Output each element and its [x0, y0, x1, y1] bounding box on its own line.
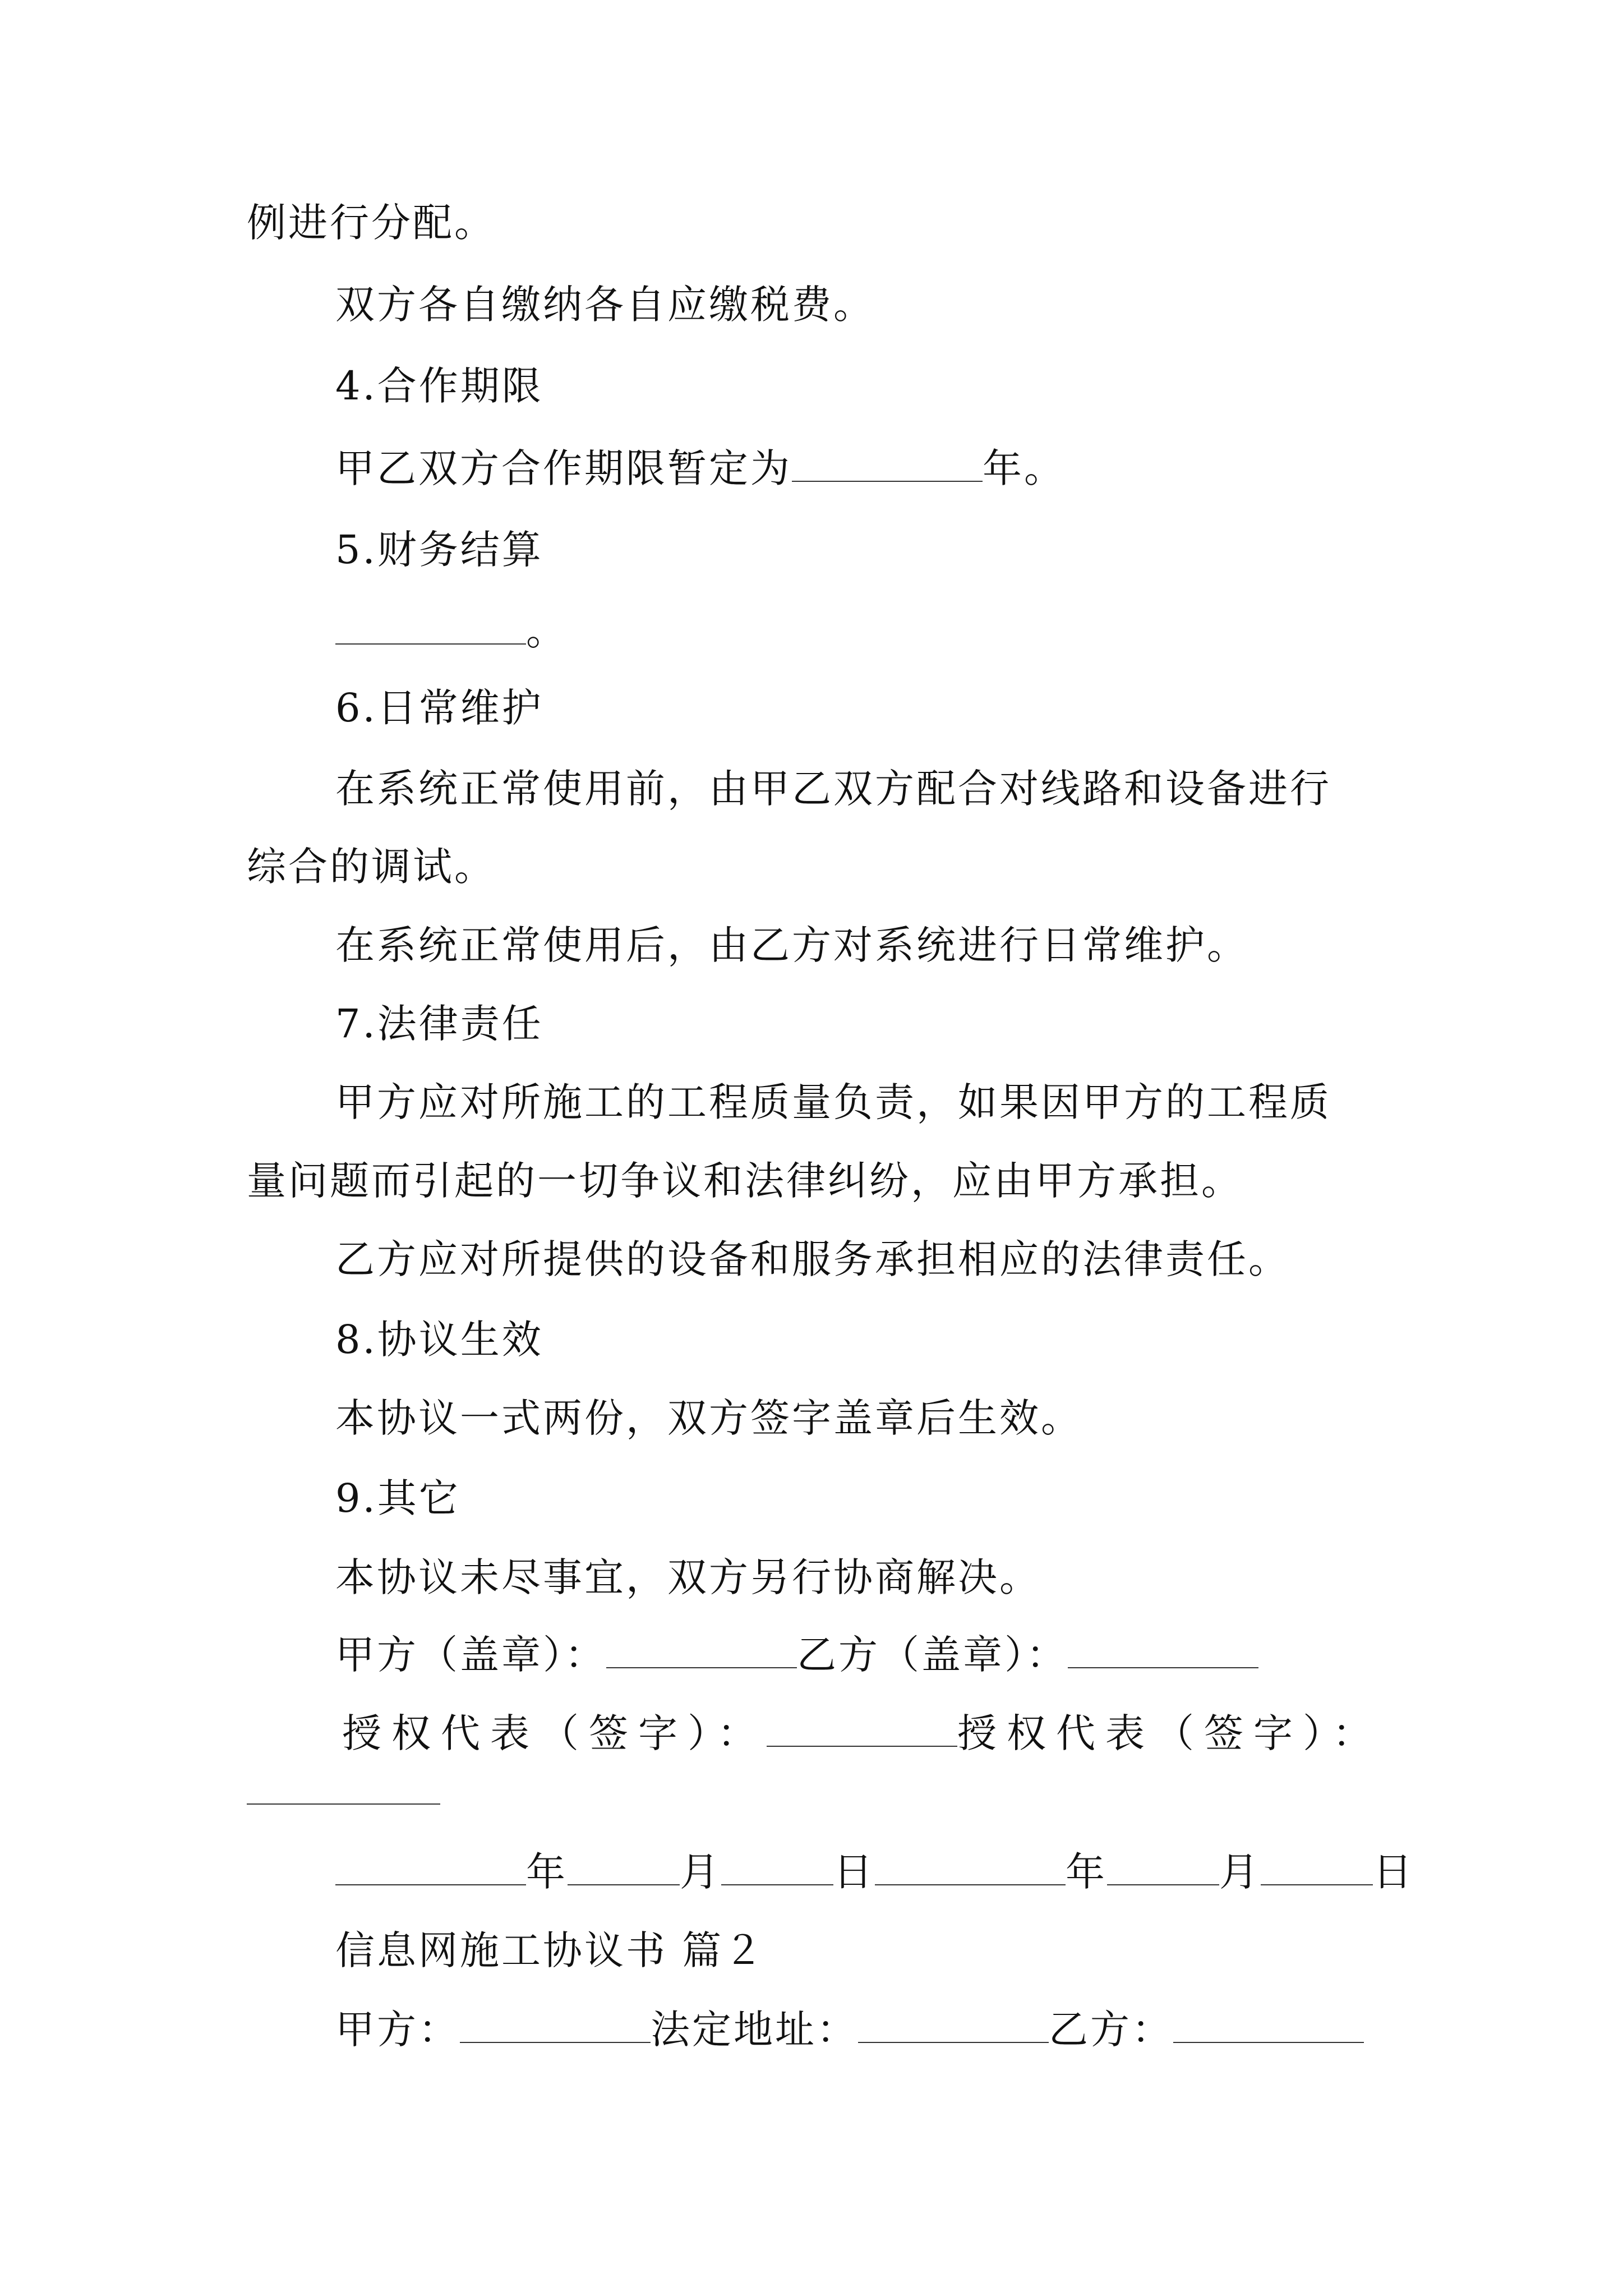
- paragraph-line: 乙方应对所提供的设备和服务承担相应的法律责任。: [335, 1236, 1290, 1282]
- rep-sign-b-label: 授权代表（签字）：: [957, 1710, 1382, 1756]
- term-text: 甲乙双方合作期限暂定为: [335, 445, 792, 491]
- month-label-b: 月: [1219, 1849, 1261, 1895]
- parties-line: [335, 2004, 1364, 2055]
- paragraph-line: [335, 443, 1066, 494]
- fill-blank: [335, 609, 526, 645]
- party-b-blank: [1173, 2007, 1364, 2043]
- paragraph-line: [335, 606, 568, 656]
- section-heading: 8.协议生效: [335, 1317, 543, 1363]
- legal-address-blank: [858, 2007, 1049, 2043]
- day-label-b: 日: [1373, 1849, 1414, 1895]
- section-heading: 4.合作期限: [335, 363, 543, 409]
- paragraph-line: 例进行分配。: [247, 200, 496, 246]
- legal-address-label: 法定地址：: [651, 2007, 858, 2053]
- party-b-seal-label: 乙方（盖章）：: [797, 1632, 1068, 1678]
- year-blank-a: [335, 1849, 526, 1885]
- month-blank-a: [568, 1849, 680, 1885]
- paragraph-line: 在系统正常使用前，由甲乙双方配合对线路和设备进行: [335, 766, 1331, 812]
- rep-sign-a-label: 授权代表（签字）：: [342, 1710, 767, 1756]
- party-a-blank: [460, 2007, 651, 2043]
- party-b-seal-blank: [1068, 1632, 1258, 1668]
- paragraph-line: 甲方应对所施工的工程质量负责，如果因甲方的工程质: [335, 1079, 1331, 1125]
- section-heading: 7.法律责任: [335, 1001, 543, 1047]
- day-blank-b: [1261, 1849, 1373, 1885]
- month-blank-b: [1107, 1849, 1219, 1885]
- paragraph-line: 量问题而引起的一切争议和法律纠纷，应由甲方承担。: [247, 1158, 1243, 1204]
- section-heading: 5.财务结算: [335, 527, 543, 573]
- signature-seal-line: [335, 1630, 1258, 1680]
- rep-sign-a-blank: [767, 1711, 957, 1747]
- signature-date-line: [335, 1847, 1414, 1897]
- section-heading: 9.其它: [335, 1475, 460, 1521]
- year-label-b: 年: [1066, 1849, 1107, 1895]
- paragraph-line: 在系统正常使用后，由乙方对系统进行日常维护。: [335, 922, 1248, 968]
- paragraph-line: 综合的调试。: [247, 844, 496, 890]
- year-label-a: 年: [526, 1849, 568, 1895]
- day-label-a: 日: [833, 1849, 875, 1895]
- month-label-a: 月: [680, 1849, 721, 1895]
- section-heading: 6.日常维护: [335, 685, 543, 731]
- rep-sign-b-blank: [247, 1803, 440, 1805]
- paragraph-line: 本协议一式两份，双方签字盖章后生效。: [335, 1395, 1082, 1441]
- party-b-label: 乙方：: [1049, 2007, 1173, 2053]
- paragraph-line: 本协议未尽事宜，双方另行协商解决。: [335, 1554, 1041, 1600]
- party-a-seal-label: 甲方（盖章）：: [335, 1632, 606, 1678]
- signature-rep-line: [342, 1708, 1382, 1759]
- party-a-seal-blank: [606, 1632, 797, 1668]
- term-unit: 年。: [983, 445, 1066, 491]
- fill-blank: [792, 446, 983, 482]
- section-title: 信息网施工协议书 篇２: [335, 1927, 766, 1973]
- party-a-label: 甲方：: [335, 2007, 460, 2053]
- year-blank-b: [875, 1849, 1066, 1885]
- period-text: 。: [526, 608, 568, 654]
- day-blank-a: [721, 1849, 833, 1885]
- paragraph-line: 双方各自缴纳各自应缴税费。: [335, 282, 875, 328]
